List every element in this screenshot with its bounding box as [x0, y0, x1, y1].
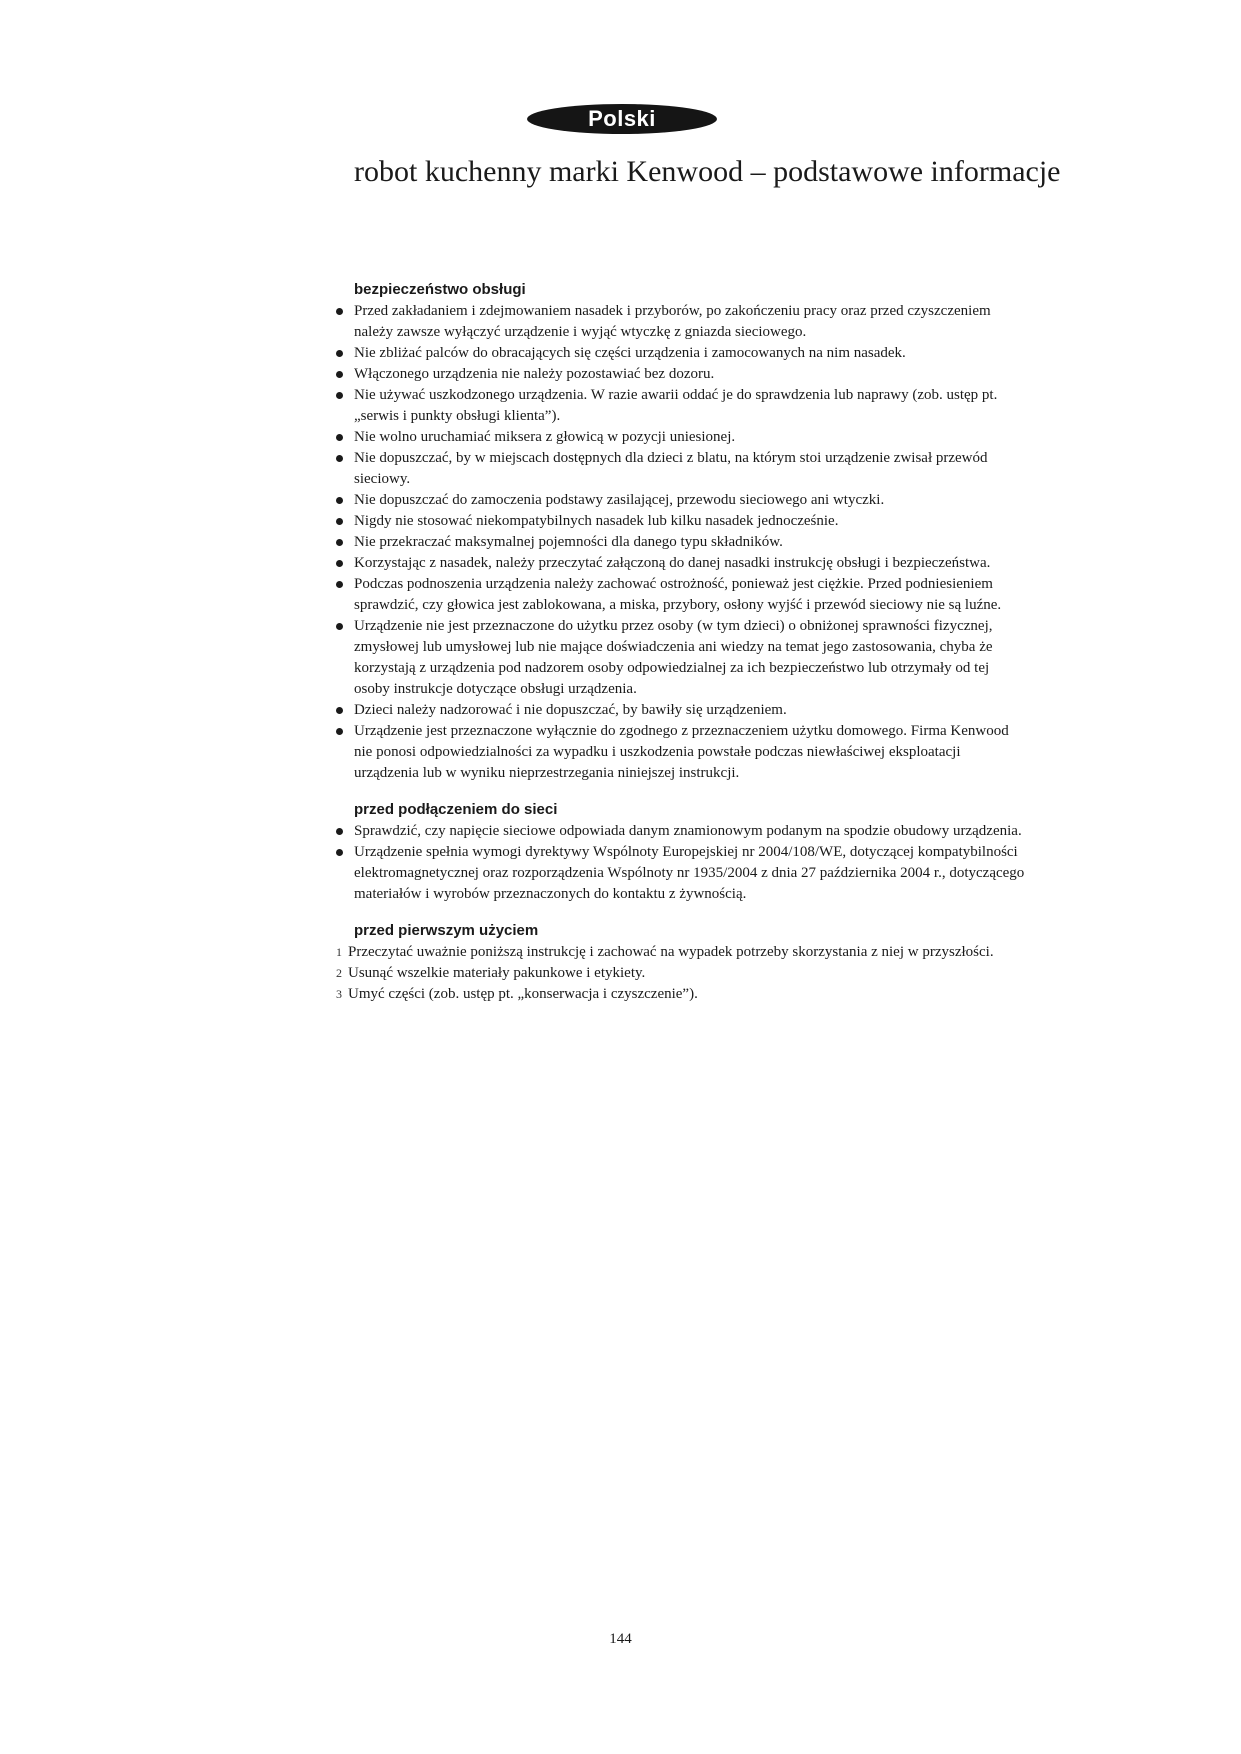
- bullet-icon: [336, 539, 343, 546]
- bullet-icon: [336, 392, 343, 399]
- list-item: Nigdy nie stosować niekompatybilnych nasadek lub kilku nasadek jednocześnie.: [336, 511, 1026, 532]
- bullet-icon: [336, 434, 343, 441]
- section-before-connecting: [336, 800, 1026, 905]
- list-item: Urządzenie jest przeznaczone wyłącznie do zgodnego z przeznaczeniem użytku domowego. Firma Kenwood nie ponosi odpowiedzialności za wypadku i uszkodzenia powstałe podczas niewłaściwej eksploatacji urządzenia lub w wyniku nieprzestrzegania niniejszej instrukcji.: [336, 721, 1026, 784]
- document-body: [336, 280, 1026, 1021]
- section-before-first-use: [336, 921, 1026, 1005]
- section-heading: bezpieczeństwo obsługi: [354, 281, 526, 298]
- list-item: Sprawdzić, czy napięcie sieciowe odpowiada danym znamionowym podanym na spodzie obudowy urządzenia.: [336, 821, 1026, 842]
- list-item: Urządzenie nie jest przeznaczone do użytku przez osoby (w tym dzieci) o obniżonej sprawności fizycznej, zmysłowej lub umysłowej lub nie mające doświadczenia ani wiedzy na temat jego zastosowania, chyba że korzystają z urządzenia pod nadzorem osoby odpowiedzialnej za ich bezpieczeństwo lub otrzymały od tej osoby instrukcje dotyczące obsługi urządzenia.: [336, 616, 1026, 700]
- bullet-icon: [336, 560, 343, 567]
- list-item: Dzieci należy nadzorować i nie dopuszczać, by bawiły się urządzeniem.: [336, 700, 1026, 721]
- bullet-icon: [336, 707, 343, 714]
- section-safety: [336, 280, 1026, 784]
- page-title: robot kuchenny marki Kenwood – podstawowe informacje: [354, 155, 1061, 188]
- first-use-steps: [336, 942, 1026, 1005]
- list-item: Nie wolno uruchamiać miksera z głowicą w pozycji uniesionej.: [336, 427, 1026, 448]
- list-item: Nie dopuszczać do zamoczenia podstawy zasilającej, przewodu sieciowego ani wtyczki.: [336, 490, 1026, 511]
- list-item: Nie przekraczać maksymalnej pojemności dla danego typu składników.: [336, 532, 1026, 553]
- list-item: Korzystając z nasadek, należy przeczytać załączoną do danej nasadki instrukcję obsługi i bezpieczeństwa.: [336, 553, 1026, 574]
- section-heading: przed pierwszym użyciem: [354, 922, 539, 939]
- bullet-icon: [336, 371, 343, 378]
- bullet-icon: [336, 350, 343, 357]
- list-item: Nie używać uszkodzonego urządzenia. W razie awarii oddać je do sprawdzenia lub naprawy (zob. ustęp pt. „serwis i punkty obsługi klienta”).: [336, 385, 1026, 427]
- list-item: Nie zbliżać palców do obracających się części urządzenia i zamocowanych na nim nasadek.: [336, 343, 1026, 364]
- list-item: Włączonego urządzenia nie należy pozostawiać bez dozoru.: [336, 364, 1026, 385]
- language-badge-label: Polski: [588, 106, 656, 131]
- step-number: 2: [336, 966, 342, 980]
- bullet-icon: [336, 728, 343, 735]
- list-item: Nie dopuszczać, by w miejscach dostępnych dla dzieci z blatu, na którym stoi urządzenie zwisał przewód sieciowy.: [336, 448, 1026, 490]
- bullet-icon: [336, 849, 343, 856]
- step-text: Usunąć wszelkie materiały pakunkowe i etykiety.: [348, 965, 646, 981]
- list-item: Urządzenie spełnia wymogi dyrektywy Wspólnoty Europejskiej nr 2004/108/WE, dotyczącej kompatybilności elektromagnetycznej oraz rozporządzenia Wspólnoty nr 1935/2004 z dnia 27 października 2004 r., dotyczącego materiałów i wyrobów przeznaczonych do kontaktu z żywnością.: [336, 842, 1026, 905]
- bullet-icon: [336, 623, 343, 630]
- bullet-icon: [336, 497, 343, 504]
- bullet-icon: [336, 308, 343, 315]
- bullet-icon: [336, 828, 343, 835]
- step-text: Umyć części (zob. ustęp pt. „konserwacja i czyszczenie”).: [348, 986, 698, 1002]
- step-number: 1: [336, 945, 342, 959]
- bullet-icon: [336, 518, 343, 525]
- list-item: Podczas podnoszenia urządzenia należy zachować ostrożność, ponieważ jest ciężkie. Przed podniesieniem sprawdzić, czy głowica jest zablokowana, a miska, przybory, osłony wyjść i przewód sieciowy nie są luźne.: [336, 574, 1026, 616]
- step-item: [336, 942, 1026, 963]
- bullet-icon: [336, 581, 343, 588]
- step-number: 3: [336, 987, 342, 1001]
- page-number: 144: [609, 1631, 632, 1647]
- section-heading: przed podłączeniem do sieci: [354, 801, 558, 818]
- step-item: [336, 963, 1026, 984]
- step-item: [336, 984, 1026, 1005]
- safety-list: [336, 301, 1026, 784]
- list-item: Przed zakładaniem i zdejmowaniem nasadek i przyborów, po zakończeniu pracy oraz przed czyszczeniem należy zawsze wyłączyć urządzenie i wyjąć wtyczkę z gniazda sieciowego.: [336, 301, 1026, 343]
- step-text: Przeczytać uważnie poniższą instrukcję i zachować na wypadek potrzeby skorzystania z niej w przyszłości.: [348, 944, 994, 960]
- connection-list: [336, 821, 1026, 905]
- language-badge: [527, 104, 717, 134]
- bullet-icon: [336, 455, 343, 462]
